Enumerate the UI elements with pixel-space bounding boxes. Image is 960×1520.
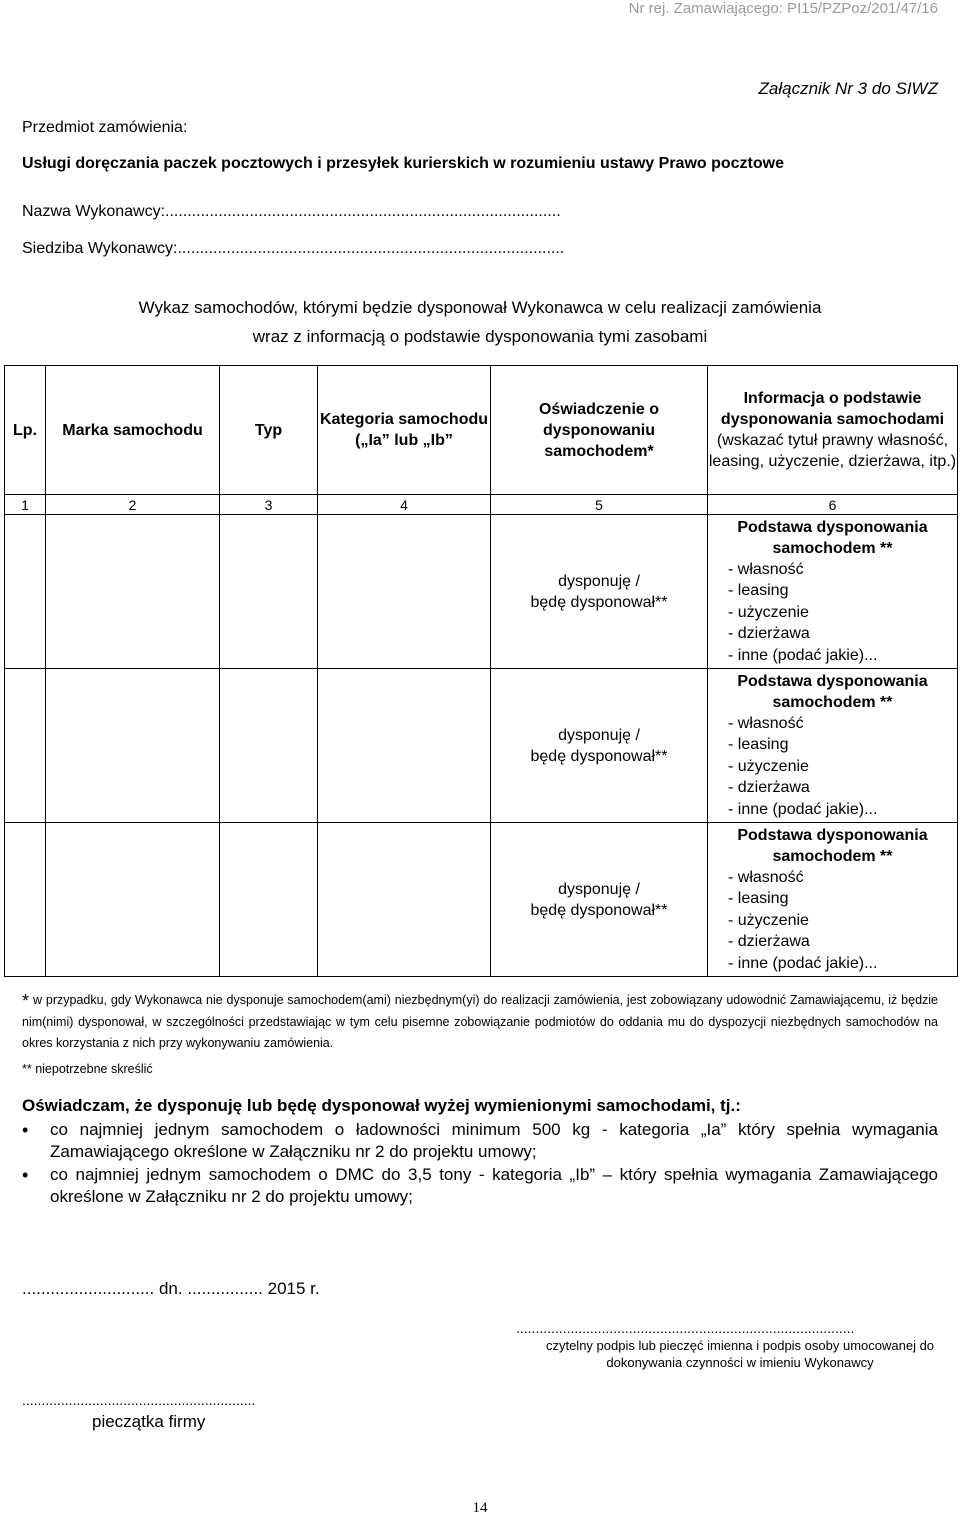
bullet-icon: • [22,1120,29,1140]
basis-title: Podstawa dysponowania samochodem ** [737,672,928,711]
cell-basis[interactable] [708,823,958,977]
column-number-row [5,495,958,515]
header-basis-info-bold: Informacja o podstawie dysponowania samochodami [720,390,945,428]
header-statement: Oświadczenie o dysponowaniu samochodem* [491,366,708,495]
cell-type[interactable] [220,515,318,669]
column-number: 4 [318,495,491,515]
subject-label: Przedmiot zamówienia: [22,119,188,136]
subject-text: Usługi doręczania paczek pocztowych i przesyłek kurierskich w rozumieniu ustawy Prawo pocztowe [22,155,784,172]
table-row [5,669,958,823]
signature-line: ....................................................................................... [516,1320,855,1336]
cell-category[interactable] [318,823,491,977]
cell-type[interactable] [220,669,318,823]
cell-basis[interactable] [708,515,958,669]
header-brand: Marka samochodu [46,366,220,495]
vehicle-table [4,365,958,977]
basis-option: - użyczenie [728,911,809,929]
cell-statement[interactable] [491,823,708,977]
column-number: 2 [46,495,220,515]
basis-title: Podstawa dysponowania samochodem ** [737,826,928,865]
footnote-star-text: w przypadku, gdy Wykonawca nie dysponuje samochodem(ami) niezbędnym(yi) do realizacji zamówienia, jest zobowiązany udowodnić Zamawiającemu, iż będzie nim(nimi) dysponował, w szczególności przedstawiając w tym celu pisemne zobowiązanie podmiotów do oddania mu do dyspozycji niezbędnych samochodów na okres korzystania z nich przy wykonywaniu zamówienia. [22,993,938,1050]
column-number: 3 [220,495,318,515]
statement-option-have: dysponuję / [558,880,640,898]
statement-option-have: dysponuję / [558,572,640,590]
cell-statement[interactable] [491,515,708,669]
header-category: Kategoria samochodu („Ia” lub „Ib” [318,366,491,495]
cell-type[interactable] [220,823,318,977]
cell-category[interactable] [318,515,491,669]
statement-option-will-have: będę dysponował** [530,747,668,765]
basis-option: - leasing [728,582,789,600]
cell-category[interactable] [318,669,491,823]
basis-option: - własność [728,714,804,732]
basis-title: Podstawa dysponowania samochodem ** [737,518,928,557]
bullet-icon: • [22,1165,29,1185]
attachment-label: Załącznik Nr 3 do SIWZ [758,79,938,98]
cell-lp[interactable] [5,515,46,669]
header-lp: Lp. [5,366,46,495]
statement-option-will-have: będę dysponował** [530,901,668,919]
stamp-caption: pieczątka firmy [92,1412,206,1431]
declaration-item-text: co najmniej jednym samochodem o DMC do 3,5 tony - kategoria „Ib” – który spełnia wymagania Zamawiającego określone w Załączniku nr 2 do projektu umowy; [50,1165,938,1206]
basis-option: - dzierżawa [728,933,810,951]
column-number: 1 [5,495,46,515]
basis-option: - użyczenie [728,603,809,621]
statement-option-will-have: będę dysponował** [530,593,668,611]
header-type: Typ [220,366,318,495]
basis-option: - własność [728,868,804,886]
basis-option: - inne (podać jakie)... [728,646,878,664]
declaration-item [22,1119,938,1163]
column-number: 6 [708,495,958,515]
column-number: 5 [491,495,708,515]
document-title-line1: Wykaz samochodów, którymi będzie dysponował Wykonawca w celu realizacji zamówienia [138,298,822,317]
table-row [5,515,958,669]
header-basis-info [708,366,958,495]
cell-brand[interactable] [46,823,220,977]
document-title-line2: wraz z informacją o podstawie dysponowania tymi zasobami [252,327,708,346]
basis-option: - dzierżawa [728,625,810,643]
footnote-star [22,990,938,1054]
cell-lp[interactable] [5,669,46,823]
declaration-title: Oświadczam, że dysponuję lub będę dysponował wyżej wymienionymi samochodami, tj.: [22,1096,741,1115]
cell-brand[interactable] [46,669,220,823]
basis-option: - własność [728,560,804,578]
basis-option: - leasing [728,890,789,908]
basis-option: - inne (podać jakie)... [728,800,878,818]
statement-option-have: dysponuję / [558,726,640,744]
footnote-star-symbol: * [22,991,30,1011]
basis-option: - inne (podać jakie)... [728,954,878,972]
basis-option: - dzierżawa [728,779,810,797]
page-number: 14 [472,1500,488,1516]
table-header-row [5,366,958,495]
cell-brand[interactable] [46,515,220,669]
date-line: ............................ dn. ................ 2015 r. [22,1279,320,1298]
signature-caption: czytelny podpis lub pieczęć imienna i podpis osoby umocowanej do dokonywania czynności w imieniu Wykonawcy [545,1338,935,1370]
declaration-item-text: co najmniej jednym samochodem o ładowności minimum 500 kg - kategoria „Ia” który spełnia wymagania Zamawiającego określone w Załączniku nr 2 do projektu umowy; [50,1120,938,1161]
cell-statement[interactable] [491,669,708,823]
contractor-seat-field: Siedziba Wykonawcy:....................................................................................... [22,240,565,257]
registration-number: Nr rej. Zamawiającego: PI15/PZPoz/201/47/16 [628,0,938,17]
basis-option: - leasing [728,736,789,754]
header-basis-info-note: (wskazać tytuł prawny własność, leasing, użyczenie, dzierżawa, itp.) [708,432,957,470]
basis-option: - użyczenie [728,757,809,775]
cell-basis[interactable] [708,669,958,823]
declaration-item [22,1164,938,1208]
contractor-name-field: Nazwa Wykonawcy:......................................................................................... [22,203,561,220]
footnote-double-star: ** niepotrzebne skreślić [22,1062,153,1076]
cell-lp[interactable] [5,823,46,977]
table-row [5,823,958,977]
stamp-line: ............................................................ [22,1392,256,1408]
